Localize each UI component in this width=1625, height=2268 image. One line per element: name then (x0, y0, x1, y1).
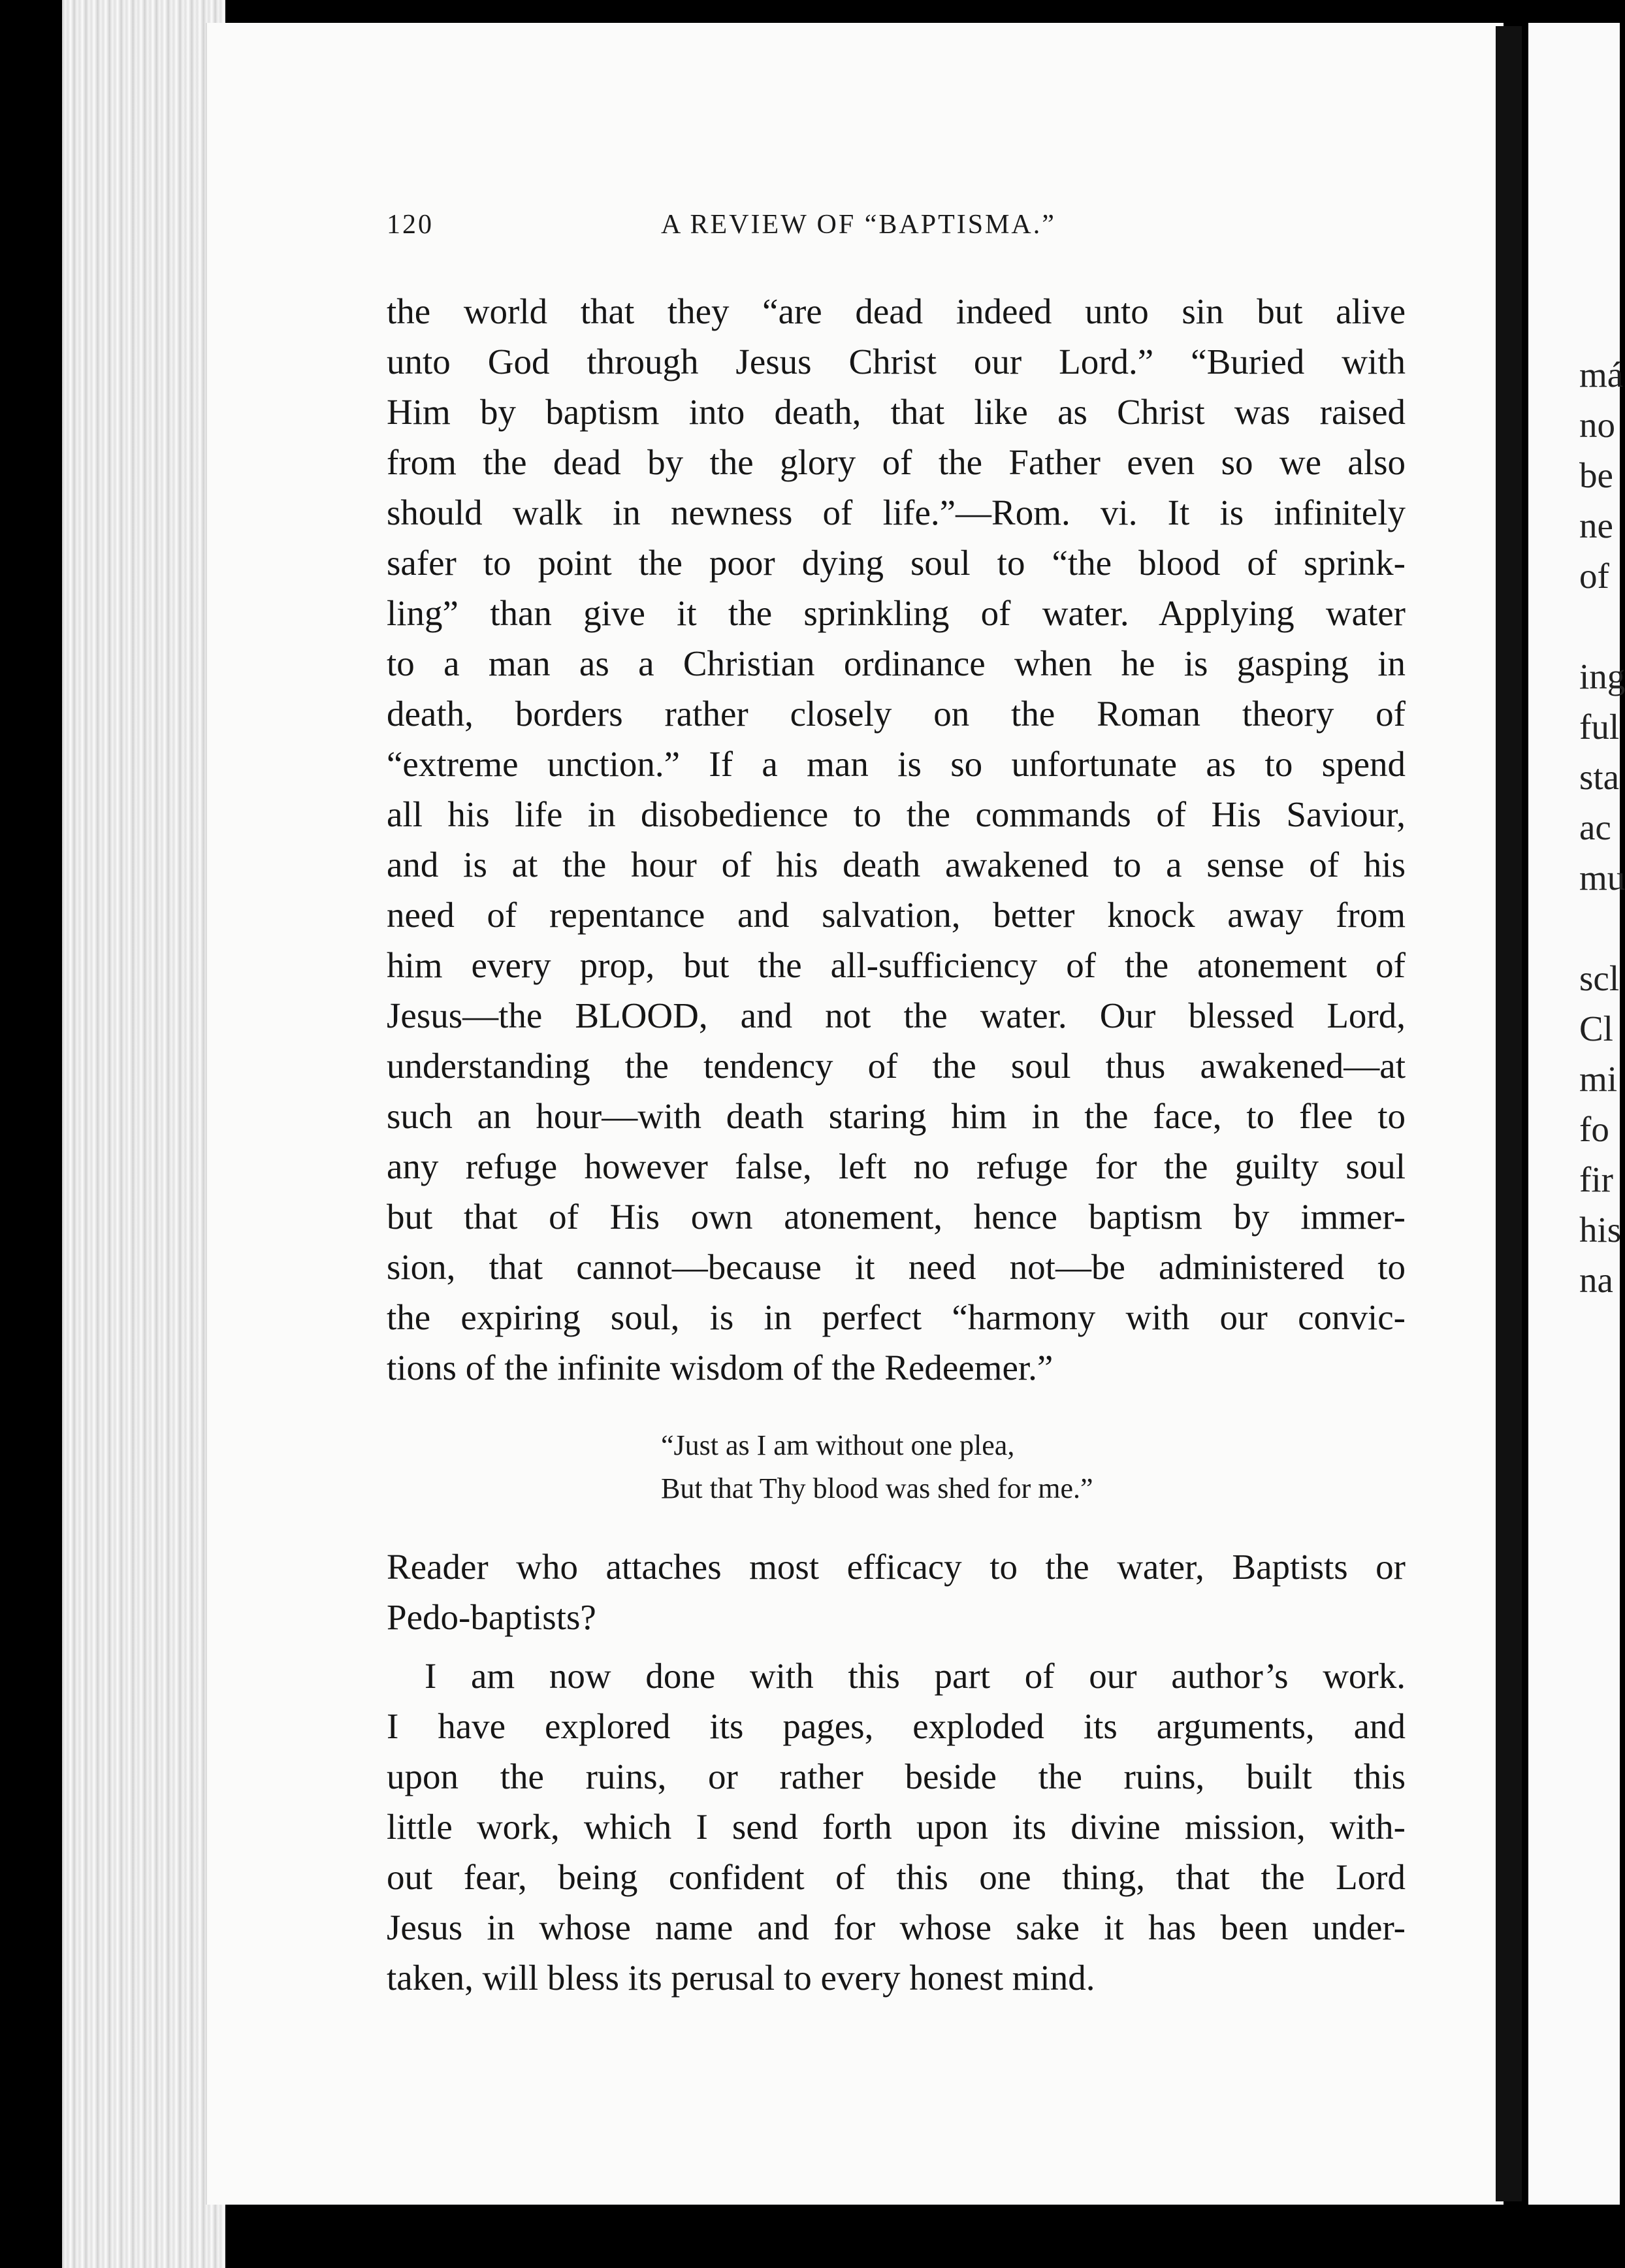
text-line: safer to point the poor dying soul to “the blood of sprink- (387, 543, 1406, 583)
text-line: to a man as a Christian ordinance when he is gasping in (387, 643, 1406, 683)
text-line: from the dead by the glory of the Father even so we also (387, 442, 1406, 482)
facing-fragment: ac (1579, 807, 1611, 847)
text-line: Reader who attaches most efficacy to the water, Baptists or (387, 1547, 1406, 1587)
facing-fragment: of (1579, 556, 1609, 596)
text-line: such an hour—with death staring him in the face, to flee to (387, 1096, 1406, 1136)
text-line: I am now done with this part of our author’s work. (425, 1656, 1406, 1696)
text-line: Him by baptism into death, that like as Christ was raised (387, 392, 1406, 432)
page-number: 120 (387, 210, 434, 240)
book-page-edges (62, 0, 225, 2268)
text-line: understanding the tendency of the soul thus awakened—at (387, 1046, 1406, 1086)
paragraph-3 (387, 1651, 1406, 2003)
facing-fragment: mu (1579, 858, 1625, 898)
text-line: unto God through Jesus Christ our Lord.” “Buried with (387, 342, 1406, 381)
facing-fragment: má (1579, 355, 1624, 395)
facing-fragment: na (1579, 1260, 1613, 1300)
text-line: I have explored its pages, exploded its arguments, and (387, 1706, 1406, 1746)
text-line: death, borders rather closely on the Roman theory of (387, 694, 1406, 734)
paragraph-2 (387, 1542, 1406, 1642)
text-line: the world that they “are dead indeed unto sin but alive (387, 291, 1406, 331)
paragraph-1 (387, 286, 1406, 1393)
text-line: Jesus—the BLOOD, and not the water. Our blessed Lord, (387, 996, 1406, 1035)
facing-fragment: ful (1579, 707, 1620, 747)
text-line: him every prop, but the all-sufficiency of the atonement of (387, 945, 1406, 985)
running-title: A REVIEW OF “BAPTISMA.” (661, 210, 1056, 240)
hymn-quote (661, 1424, 1249, 1510)
text-line: taken, will bless its perusal to every honest mind. (387, 1958, 1095, 1998)
quote-line: But that Thy blood was shed for me.” (661, 1472, 1093, 1504)
quote-line: “Just as I am without one plea, (661, 1429, 1015, 1461)
text-line: and is at the hour of his death awakened to a sense of his (387, 845, 1406, 884)
text-line: “extreme unction.” If a man is so unfortunate as to spend (387, 744, 1406, 784)
text-line: should walk in newness of life.”—Rom. vi. It is infinitely (387, 493, 1406, 532)
facing-fragment: ne (1579, 506, 1613, 545)
facing-fragment: sta (1579, 757, 1620, 797)
facing-fragment: fo (1579, 1109, 1609, 1149)
book-gutter (1496, 26, 1522, 2201)
facing-fragment: Cl (1579, 1009, 1613, 1048)
text-line: the expiring soul, is in perfect “harmony with our convic- (387, 1297, 1406, 1337)
text-line: Pedo-baptists? (387, 1597, 596, 1637)
facing-fragment: mi (1579, 1059, 1618, 1099)
text-line: upon the ruins, or rather beside the ruins, built this (387, 1757, 1406, 1796)
running-header (387, 209, 1406, 248)
text-line: all his life in disobedience to the commands of His Saviour, (387, 794, 1406, 834)
text-line: out fear, being confident of this one thing, that the Lord (387, 1857, 1406, 1897)
facing-fragment: scl (1579, 958, 1620, 998)
text-line: any refuge however false, left no refuge for the guilty soul (387, 1146, 1406, 1186)
facing-fragment: ing (1579, 656, 1625, 696)
facing-fragment: his (1579, 1210, 1622, 1250)
facing-fragment: fir (1579, 1159, 1613, 1199)
text-line: sion, that cannot—because it need not—be administered to (387, 1247, 1406, 1287)
facing-page-text (1528, 349, 1625, 1305)
text-line: little work, which I send forth upon its divine mission, with- (387, 1807, 1406, 1847)
facing-page (1528, 23, 1625, 2205)
text-line: need of repentance and salvation, better knock away from (387, 895, 1406, 935)
text-line: ling” than give it the sprinkling of water. Applying water (387, 593, 1406, 633)
text-line: tions of the infinite wisdom of the Redeemer.” (387, 1348, 1054, 1387)
text-line: Jesus in whose name and for whose sake it has been under- (387, 1907, 1406, 1947)
text-line: but that of His own atonement, hence baptism by immer- (387, 1197, 1406, 1237)
facing-fragment: no (1579, 405, 1615, 445)
facing-fragment: be (1579, 455, 1613, 495)
